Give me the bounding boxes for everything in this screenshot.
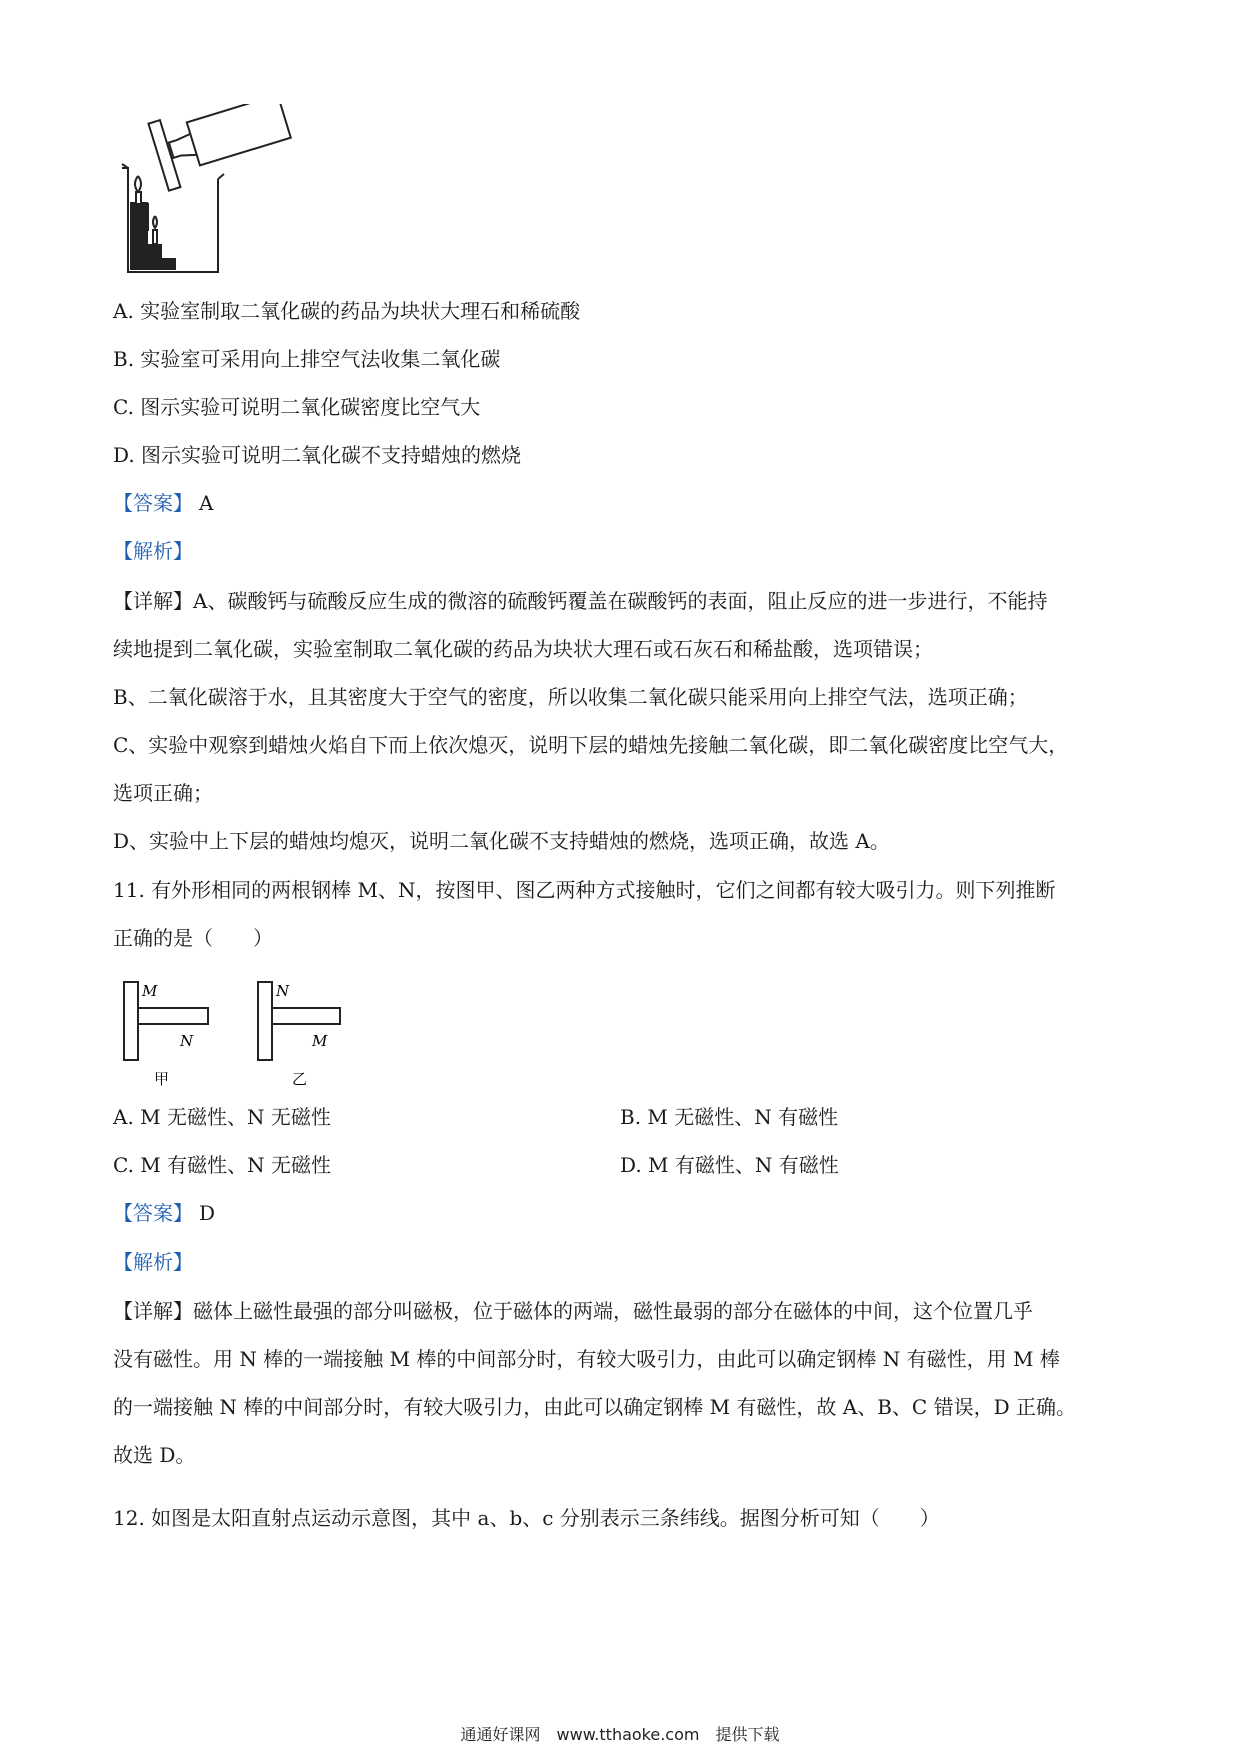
yi-bottom-label: M (312, 1032, 328, 1050)
q11-answer (113, 1200, 215, 1226)
yi-top-label: N (276, 982, 290, 1000)
answer-value: A (199, 491, 214, 515)
q10-option-a: A. 实验室制取二氧化碳的药品为块状大理石和稀硫酸 (113, 299, 581, 323)
q10-answer (113, 490, 213, 516)
q11-option-b: B. M 无磁性、N 有磁性 (620, 1105, 839, 1129)
q10-detail-line: D、实验中上下层的蜡烛均熄灭，说明二氧化碳不支持蜡烛的燃烧，选项正确，故选 A。 (113, 829, 890, 853)
answer-label: 【答案】 (113, 1201, 193, 1225)
q11-detail-line: 故选 D。 (113, 1443, 196, 1467)
q10-option-b: B. 实验室可采用向上排空气法收集二氧化碳 (113, 347, 501, 371)
jia-caption: 甲 (154, 1070, 170, 1088)
q11-option-d: D. M 有磁性、N 有磁性 (620, 1153, 839, 1177)
magnet-figure-yi (252, 978, 352, 1090)
answer-label: 【答案】 (113, 491, 193, 515)
q11-analysis-label: 【解析】 (113, 1250, 193, 1274)
q12-stem: 12. 如图是太阳直射点运动示意图，其中 a、b、c 分别表示三条纬线。据图分析可知（ ） (113, 1506, 940, 1530)
q11-option-c: C. M 有磁性、N 无磁性 (113, 1153, 331, 1177)
q10-detail-line: C、实验中观察到蜡烛火焰自下而上依次熄灭，说明下层的蜡烛先接触二氧化碳，即二氧化碳密度比空气大， (113, 733, 1069, 757)
q11-option-a: A. M 无磁性、N 无磁性 (113, 1105, 331, 1129)
q11-detail-line: 【详解】磁体上磁性最强的部分叫磁极，位于磁体的两端，磁性最弱的部分在磁体的中间，这个位置几乎 (113, 1299, 1033, 1323)
jia-top-label: M (142, 982, 158, 1000)
q10-analysis-label: 【解析】 (113, 539, 193, 563)
answer-value: D (199, 1201, 216, 1225)
jia-bottom-label: N (180, 1032, 194, 1050)
q11-stem-line: 正确的是（ ） (113, 926, 273, 950)
q10-detail-line: B、二氧化碳溶于水，且其密度大于空气的密度，所以收集二氧化碳只能采用向上排空气法，选项正确； (113, 685, 1028, 709)
q10-option-d: D. 图示实验可说明二氧化碳不支持蜡烛的燃烧 (113, 443, 522, 467)
yi-caption: 乙 (292, 1070, 308, 1088)
q10-detail-line: 【详解】A、碳酸钙与硫酸反应生成的微溶的硫酸钙覆盖在碳酸钙的表面，阻止反应的进一步进行，不能持 (113, 589, 1048, 613)
q11-detail-line: 的一端接触 N 棒的中间部分时，有较大吸引力，由此可以确定钢棒 M 有磁性，故 A、B、C 错误，D 正确。 (113, 1395, 1076, 1419)
q10-detail-line: 选项正确； (113, 781, 213, 805)
q10-option-c: C. 图示实验可说明二氧化碳密度比空气大 (113, 395, 481, 419)
magnet-figure-jia (118, 978, 218, 1090)
co2-candle-figure (118, 104, 308, 279)
q10-detail-line: 续地提到二氧化碳，实验室制取二氧化碳的药品为块状大理石或石灰石和稀盐酸，选项错误； (113, 637, 933, 661)
q11-detail-line: 没有磁性。用 N 棒的一端接触 M 棒的中间部分时，有较大吸引力，由此可以确定钢棒 N 有磁性，用 M 棒 (113, 1347, 1060, 1371)
page-footer: 通通好课网 www.tthaoke.com 提供下载 (460, 1725, 780, 1744)
q11-stem-line: 11. 有外形相同的两根钢棒 M、N，按图甲、图乙两种方式接触时，它们之间都有较大吸引力。则下列推断 (113, 878, 1056, 902)
